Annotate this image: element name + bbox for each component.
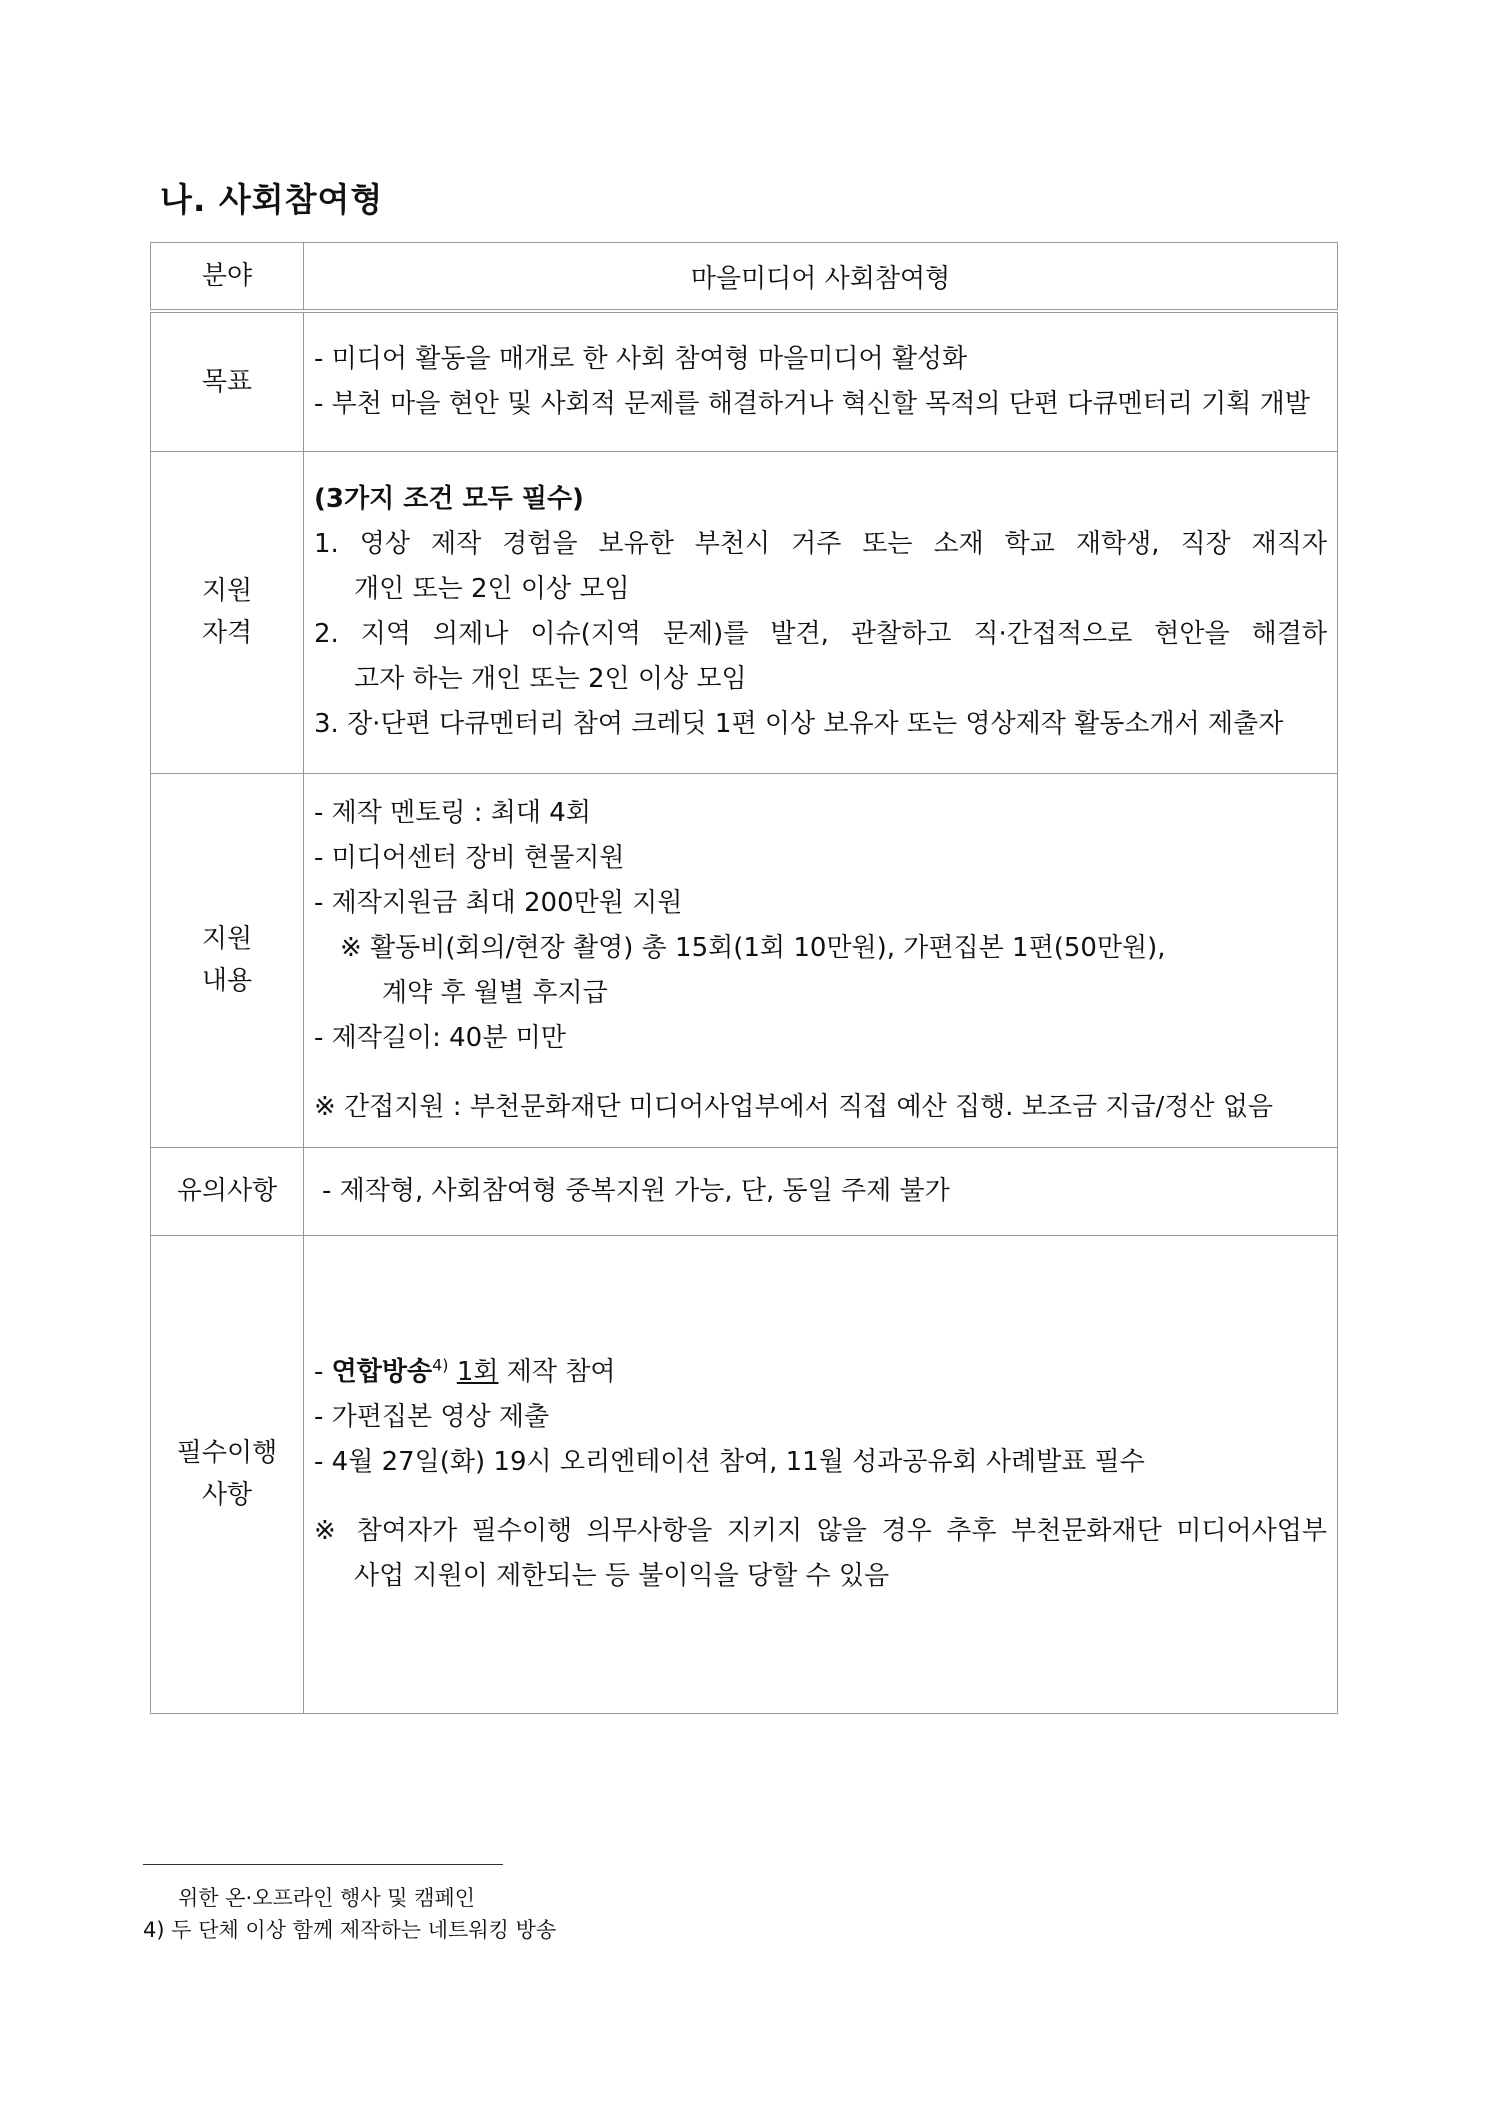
eligibility-item-1a: 1. 영상 제작 경험을 보유한 부천시 거주 또는 소재 학교 재학생, 직장 재직자 [314, 529, 1327, 559]
support-indirect-note: ※ 간접지원 : 부천문화재단 미디어사업부에서 직접 예산 집행. 보조금 지급/정산 없음 [314, 1091, 1274, 1122]
goal-content [304, 311, 1338, 451]
support-label [151, 773, 304, 1147]
required-note-b: 사업 지원이 제한되는 등 불이익을 당할 수 있음 [354, 1560, 890, 1591]
eligibility-label [151, 451, 304, 773]
joint-broadcast-term: 연합방송 [331, 1356, 433, 1387]
required-label [151, 1235, 304, 1713]
footnote-divider [143, 1864, 503, 1865]
required-note-a: ※ 참여자가 필수이행 의무사항을 지키지 않을 경우 추후 부천문화재단 미디어사업부 [314, 1515, 1327, 1546]
caution-content: - 제작형, 사회참여형 중복지원 가능, 단, 동일 주제 불가 [304, 1147, 1338, 1235]
footnote-4: 4) 두 단체 이상 함께 제작하는 네트워킹 방송 [143, 1918, 557, 1942]
eligibility-label-line-2: 자격 [201, 618, 253, 648]
header-field-value: 마을미디어 사회참여형 [304, 243, 1338, 312]
required-line-1-prefix: - [314, 1356, 332, 1387]
required-count: 1회 [456, 1356, 499, 1387]
caution-row [151, 1147, 1338, 1235]
required-label-line-2: 사항 [201, 1480, 253, 1510]
required-content [304, 1235, 1338, 1713]
required-line-3: - 4월 27일(화) 19시 오리엔테이션 참여, 11월 성과공유회 사례발표 필수 [314, 1446, 1145, 1477]
section-heading: 나. 사회참여형 [160, 180, 384, 219]
required-line-2: - 가편집본 영상 제출 [314, 1401, 550, 1432]
eligibility-row [151, 451, 1338, 773]
support-content [304, 773, 1338, 1147]
spacer [314, 1485, 1327, 1509]
eligibility-item-3: 3. 장·단편 다큐멘터리 참여 크레딧 1편 이상 보유자 또는 영상제작 활동소개서 제출자 [314, 709, 1284, 739]
footnote-continued: 위한 온·오프라인 행사 및 캠페인 [178, 1886, 476, 1910]
eligibility-item-2a: 2. 지역 의제나 이슈(지역 문제)를 발견, 관찰하고 직·간접적으로 현안을 해결하 [314, 619, 1327, 649]
support-line-4: - 제작길이: 40분 미만 [314, 1022, 566, 1053]
eligibility-condition: (3가지 조건 모두 필수) [314, 484, 584, 514]
support-label-line-2: 내용 [201, 966, 253, 996]
header-field-label: 분야 [151, 243, 304, 312]
required-row [151, 1235, 1338, 1713]
table-header-row [151, 243, 1338, 312]
eligibility-item-1b: 개인 또는 2인 이상 모임 [354, 574, 630, 604]
eligibility-item-2b: 고자 하는 개인 또는 2인 이상 모임 [354, 664, 747, 694]
program-table [150, 242, 1338, 1714]
support-line-2: - 미디어센터 장비 현물지원 [314, 842, 625, 873]
goal-line-1: - 미디어 활동을 매개로 한 사회 참여형 마을미디어 활성화 [314, 343, 968, 374]
eligibility-content [304, 451, 1338, 773]
support-row [151, 773, 1338, 1147]
caution-label: 유의사항 [151, 1147, 304, 1235]
support-line-1: - 제작 멘토링 : 최대 4회 [314, 797, 591, 828]
eligibility-label-line-1: 지원 [201, 576, 253, 606]
required-line-1 [314, 1350, 1327, 1395]
required-label-line-1: 필수이행 [176, 1438, 278, 1468]
support-note-a: ※ 활동비(회의/현장 촬영) 총 15회(1회 10만원), 가편집본 1편(50만원), [340, 932, 1166, 963]
footnote-ref-4: 4) [432, 1354, 449, 1374]
spacer [314, 1061, 1327, 1085]
support-line-3: - 제작지원금 최대 200만원 지원 [314, 887, 683, 918]
goal-row [151, 311, 1338, 451]
goal-label: 목표 [151, 311, 304, 451]
support-note-b: 계약 후 월별 후지급 [382, 977, 608, 1008]
required-line-1-suffix: 제작 참여 [498, 1356, 616, 1387]
support-label-line-1: 지원 [201, 924, 253, 954]
goal-line-2: - 부천 마을 현안 및 사회적 문제를 해결하거나 혁신할 목적의 단편 다큐멘터리 기획 개발 [314, 388, 1310, 419]
